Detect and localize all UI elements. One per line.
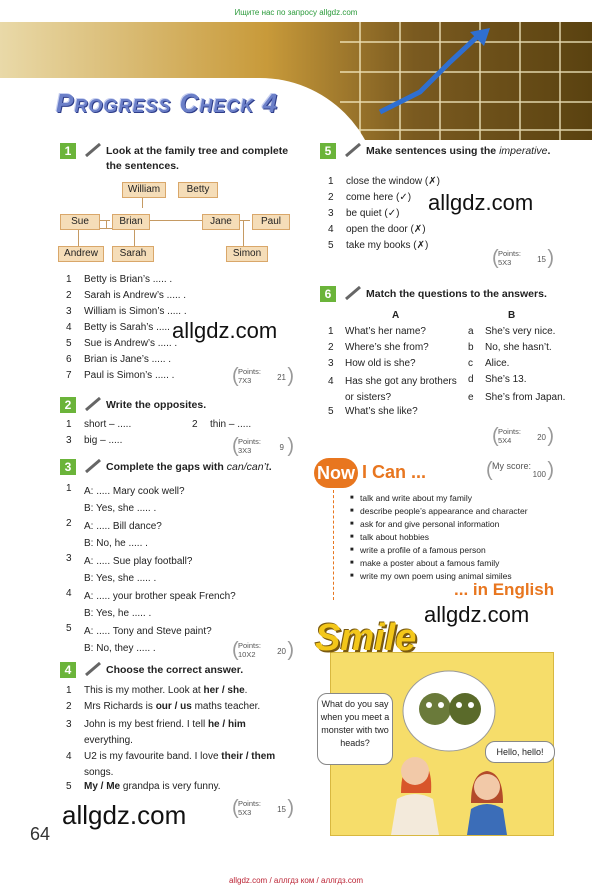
line-b: B: No, they ..... . <box>84 643 156 654</box>
item-text: Betty is Sarah’s ..... . <box>84 322 176 333</box>
line-a: A: ..... Sue play football? <box>84 556 193 567</box>
line-a: A: ..... Bill dance? <box>84 521 162 532</box>
item-number: 3 <box>66 306 72 317</box>
watermark: allgdz.com <box>172 318 278 343</box>
can-do-item: ■ write a profile of a famous person <box>350 544 580 557</box>
smile-comic <box>315 617 554 836</box>
points-formula: 5X4 <box>498 436 512 445</box>
points-total: 20 <box>537 433 546 442</box>
line-b: B: Yes, she ..... . <box>84 503 157 514</box>
tree-box-andrew: Andrew <box>58 246 104 262</box>
exercise-instruction: Choose the correct answer. <box>106 664 244 676</box>
item-number: 1 <box>66 685 72 696</box>
tree-box-betty: Betty <box>178 182 218 198</box>
item-number: 5 <box>66 338 72 349</box>
exercise-4-items: 1 This is my mother. Look at her / she. 2 Mrs Richards is our / us maths teacher. 3 John is my best friend. I tell he / him everything. 4 U2 is my favourite band. I love their / them songs. 5 My / Me grandpa is very funny. <box>66 685 276 792</box>
item-text: come here (✓) <box>346 192 412 203</box>
my-score-box: ( ) My score: 100 <box>486 459 554 481</box>
points-total: 15 <box>537 255 546 264</box>
item-text: Brian is Jane’s ..... . <box>84 354 172 365</box>
points-total: 9 <box>279 443 284 452</box>
line-b: B: No, he ..... . <box>84 538 148 549</box>
item-text: close the window (✗) <box>346 176 440 187</box>
now-badge: Now <box>314 458 358 488</box>
item-number: 2 <box>192 419 198 430</box>
item-number: 1 <box>66 483 72 494</box>
can-do-item: ■ talk about hobbies <box>350 531 580 544</box>
pen-icon <box>84 662 102 676</box>
exercise-number: 1 <box>60 143 76 159</box>
line-b: B: Yes, he ..... . <box>84 608 152 619</box>
question-text: What’s she like? <box>345 406 418 417</box>
speech-bubble-left: What do you say when you meet a monster with two heads? <box>317 693 393 765</box>
item-number: 7 <box>66 370 72 381</box>
points-box: ( ) Points: 5X4 20 <box>492 425 554 447</box>
can-do-item: ■ make a poster about a famous family <box>350 557 580 570</box>
points-box: ( ) Points: 3X3 9 <box>232 435 294 457</box>
item-text: thin – ..... <box>210 419 252 430</box>
points-total: 21 <box>277 373 286 382</box>
points-total: 15 <box>277 805 286 814</box>
answer-text: She’s 13. <box>485 374 527 385</box>
exercise-instruction: Complete the gaps with can/can’t. <box>106 461 272 473</box>
item-number: 1 <box>66 419 72 430</box>
points-formula: 7X3 <box>238 376 252 385</box>
item-number: 3 <box>66 553 72 564</box>
item-number: 2 <box>66 290 72 301</box>
watermark: allgdz.com <box>424 602 530 627</box>
now-i-can-heading: I Can ... <box>362 462 427 482</box>
item-number: 5 <box>328 240 334 251</box>
points-label: Points: <box>238 437 261 446</box>
line-b: B: Yes, she ..... . <box>84 573 157 584</box>
item-text: Sue is Andrew’s ..... . <box>84 338 178 349</box>
header-banner <box>0 22 592 140</box>
item-text: Paul is Simon’s ..... . <box>84 370 175 381</box>
exercise-instruction: Write the opposites. <box>106 399 207 411</box>
tree-box-simon: Simon <box>226 246 268 262</box>
family-tree <box>56 180 306 266</box>
exercise-number: 3 <box>60 459 76 475</box>
points-label: Points: <box>238 799 261 808</box>
exercise-instruction: Make sentences using the imperative. <box>366 145 551 157</box>
tree-box-sarah: Sarah <box>112 246 154 262</box>
exercise-3-items <box>66 483 306 661</box>
in-english-footer: ... in English <box>454 580 555 599</box>
points-label: Points: <box>498 249 521 258</box>
item-number: 3 <box>66 719 72 730</box>
exercise-instruction: Look at the family tree and complete the sentences. <box>106 145 289 172</box>
item-number: 1 <box>66 274 72 285</box>
can-do-list <box>350 492 580 583</box>
points-label: Points: <box>498 427 521 436</box>
speech-bubble-right: Hello, hello! <box>485 741 555 763</box>
answer-text: Alice. <box>485 358 510 369</box>
bottom-note: allgdz.com / аллгдз ком / аллгдз.com <box>228 876 364 885</box>
column-b-label: B <box>508 310 516 321</box>
line-a: A: ..... your brother speak French? <box>84 591 236 602</box>
tree-box-jane: Jane <box>202 214 240 230</box>
item-number: 4 <box>66 322 72 333</box>
exercise-number: 5 <box>320 143 336 159</box>
item-text: open the door (✗) <box>346 224 426 235</box>
tree-box-brian: Brian <box>112 214 150 230</box>
item-number: 2 <box>328 192 334 203</box>
points-formula: 5X3 <box>498 258 512 267</box>
item-number: 2 <box>66 518 72 529</box>
points-label: Points: <box>238 641 261 650</box>
item-number: 4 <box>66 588 72 599</box>
dashed-divider <box>333 490 335 600</box>
watermark: allgdz.com <box>62 800 187 830</box>
item-number: 6 <box>66 354 72 365</box>
can-do-item: ■ write my own poem using animal similes <box>350 570 580 583</box>
can-do-item: ■ describe people’s appearance and character <box>350 505 580 518</box>
answer-text: No, she hasn’t. <box>485 342 552 353</box>
page-title: Progress Check 4 <box>56 88 279 118</box>
tree-box-william: William <box>122 182 166 198</box>
pen-icon <box>84 397 102 411</box>
question-text: Has she got any brothers or sisters? <box>345 376 457 403</box>
points-box: ( ) Points: 5X3 15 <box>492 247 554 269</box>
question-text: How old is she? <box>345 358 416 369</box>
item-text: be quiet (✓) <box>346 208 400 219</box>
item-text: take my books (✗) <box>346 240 429 251</box>
item-text: short – ..... <box>84 419 132 430</box>
item-text: Sarah is Andrew’s ..... . <box>84 290 187 301</box>
points-box: ( ) Points: 10X2 20 <box>232 639 294 661</box>
points-total: 20 <box>277 647 286 656</box>
question-text: What’s her name? <box>345 326 426 337</box>
exercise-number: 4 <box>60 662 76 678</box>
can-do-item: ■ ask for and give personal information <box>350 518 580 531</box>
item-number: 3 <box>66 435 72 446</box>
line-a: A: ..... Tony and Steve paint? <box>84 626 212 637</box>
item-number: 5 <box>66 781 72 792</box>
score-total: 100 <box>532 470 546 479</box>
can-do-item: ■ talk and write about my family <box>350 492 580 505</box>
pen-icon <box>84 143 102 157</box>
points-box: ( ) Points: 7X3 21 <box>232 365 294 387</box>
answer-text: She’s very nice. <box>485 326 556 337</box>
top-note: Ищите нас по запросу allgdz.com <box>234 8 358 17</box>
answer-text: She’s from Japan. <box>485 392 566 403</box>
item-text: big – ..... <box>84 435 123 446</box>
item-number: 4 <box>66 751 72 762</box>
score-label: My score: <box>492 461 532 471</box>
smile-title: Smile <box>315 617 417 659</box>
points-formula: 10X2 <box>238 650 256 659</box>
item-text: William is Simon’s ..... . <box>84 306 187 317</box>
item-number: 5 <box>66 623 72 634</box>
questions-list: 1 What’s her name? 2 Where’s she from? 3 How old is she? 4 Has she got any brothers or sisters? 5 What’s she like? <box>328 326 457 417</box>
tree-box-sue: Sue <box>60 214 100 230</box>
pen-icon <box>344 286 362 300</box>
answers-list: a She’s very nice. b No, she hasn’t. c Alice. d She’s 13. e She’s from Japan. <box>468 326 566 403</box>
column-a-label: A <box>392 310 400 321</box>
item-text: Betty is Brian’s ..... . <box>84 274 173 285</box>
item-number: 1 <box>328 176 334 187</box>
page-number: 64 <box>30 824 51 844</box>
pen-icon <box>84 459 102 473</box>
watermark: allgdz.com <box>428 190 534 215</box>
exercise-number: 2 <box>60 397 76 413</box>
item-number: 3 <box>328 208 334 219</box>
question-text: Where’s she from? <box>345 342 429 353</box>
exercise-instruction: Match the questions to the answers. <box>366 288 547 300</box>
pen-icon <box>344 143 362 157</box>
line-a: A: ..... Mary cook well? <box>84 486 185 497</box>
exercise-5-items <box>328 176 528 256</box>
points-formula: 5X3 <box>238 808 252 817</box>
points-formula: 3X3 <box>238 446 252 455</box>
item-number: 2 <box>66 701 72 712</box>
points-label: Points: <box>238 367 261 376</box>
exercise-number: 6 <box>320 286 336 302</box>
tree-box-paul: Paul <box>252 214 290 230</box>
item-number: 4 <box>328 224 334 235</box>
points-box: ( ) Points: 5X3 15 <box>232 797 294 819</box>
